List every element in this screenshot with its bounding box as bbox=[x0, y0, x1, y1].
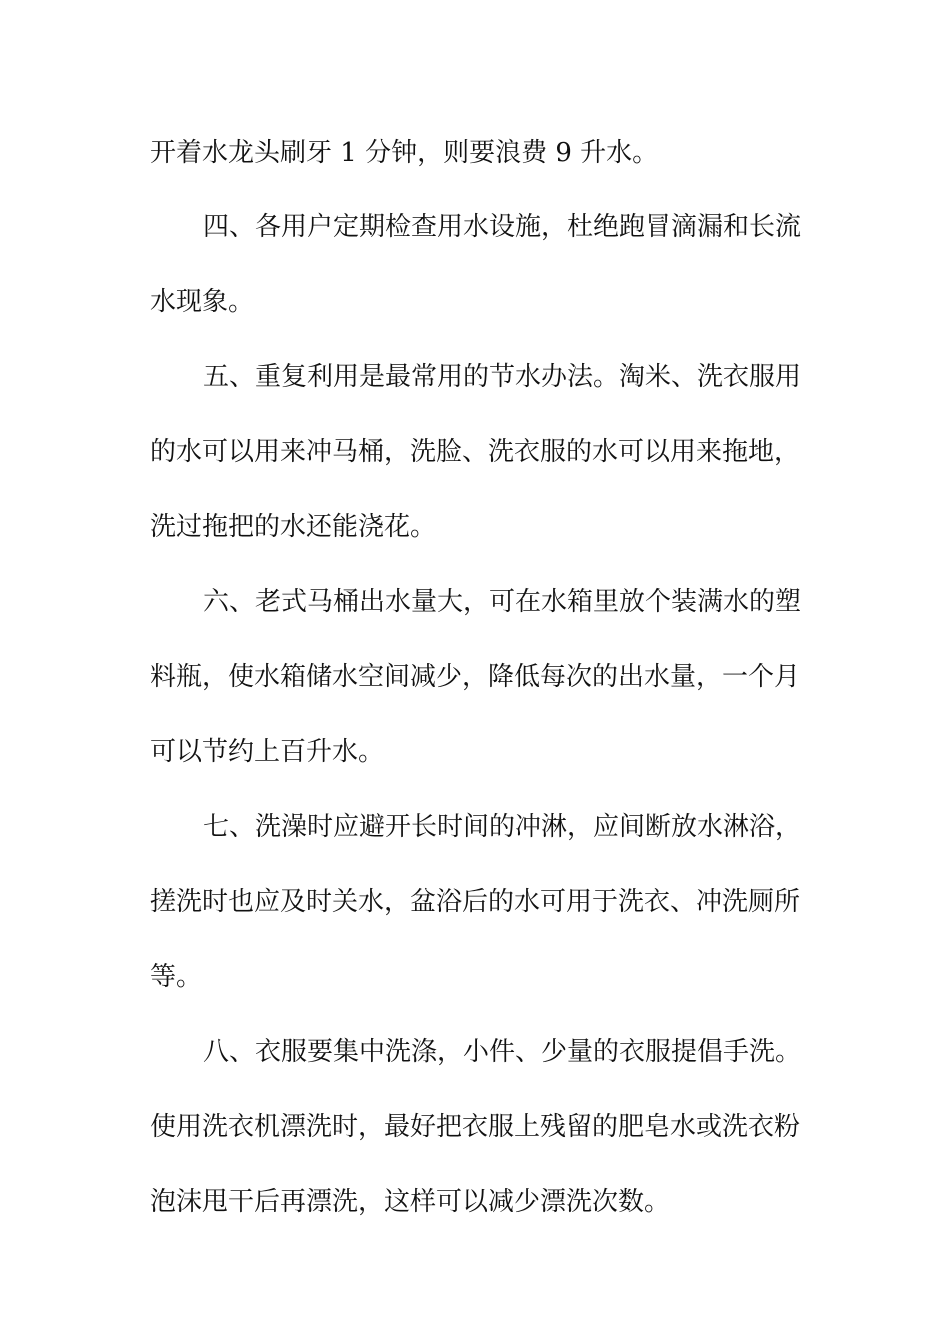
text-line: 水现象。 bbox=[150, 287, 255, 317]
text-line: 洗过拖把的水还能浇花。 bbox=[150, 512, 437, 542]
text-line: 泡沫甩干后再漂洗，这样可以减少漂洗次数。 bbox=[150, 1187, 671, 1217]
paragraph-5-line: 五、重复利用是最常用的节水办法。淘米、洗衣服用 bbox=[203, 362, 802, 392]
paragraph-6-line: 六、老式马桶出水量大，可在水箱里放个装满水的塑 bbox=[203, 587, 802, 617]
text-line: 开着水龙头刷牙 1 分钟，则要浪费 9 升水。 bbox=[150, 138, 659, 168]
paragraph-7-line: 七、洗澡时应避开长时间的冲淋，应间断放水淋浴， bbox=[203, 812, 802, 842]
text-line: 的水可以用来冲马桶，洗脸、洗衣服的水可以用来拖地， bbox=[150, 437, 801, 467]
text-line: 搓洗时也应及时关水，盆浴后的水可用于洗衣、冲洗厕所 bbox=[150, 887, 801, 917]
text-line: 使用洗衣机漂洗时，最好把衣服上残留的肥皂水或洗衣粉 bbox=[150, 1112, 801, 1142]
paragraph-4-line: 四、各用户定期检查用水设施，杜绝跑冒滴漏和长流 bbox=[203, 212, 802, 242]
text-line: 等。 bbox=[150, 962, 203, 992]
text-line: 可以节约上百升水。 bbox=[150, 737, 385, 767]
paragraph-8-line: 八、衣服要集中洗涤，小件、少量的衣服提倡手洗。 bbox=[203, 1037, 802, 1067]
text-line: 料瓶，使水箱储水空间减少，降低每次的出水量，一个月 bbox=[150, 662, 801, 692]
